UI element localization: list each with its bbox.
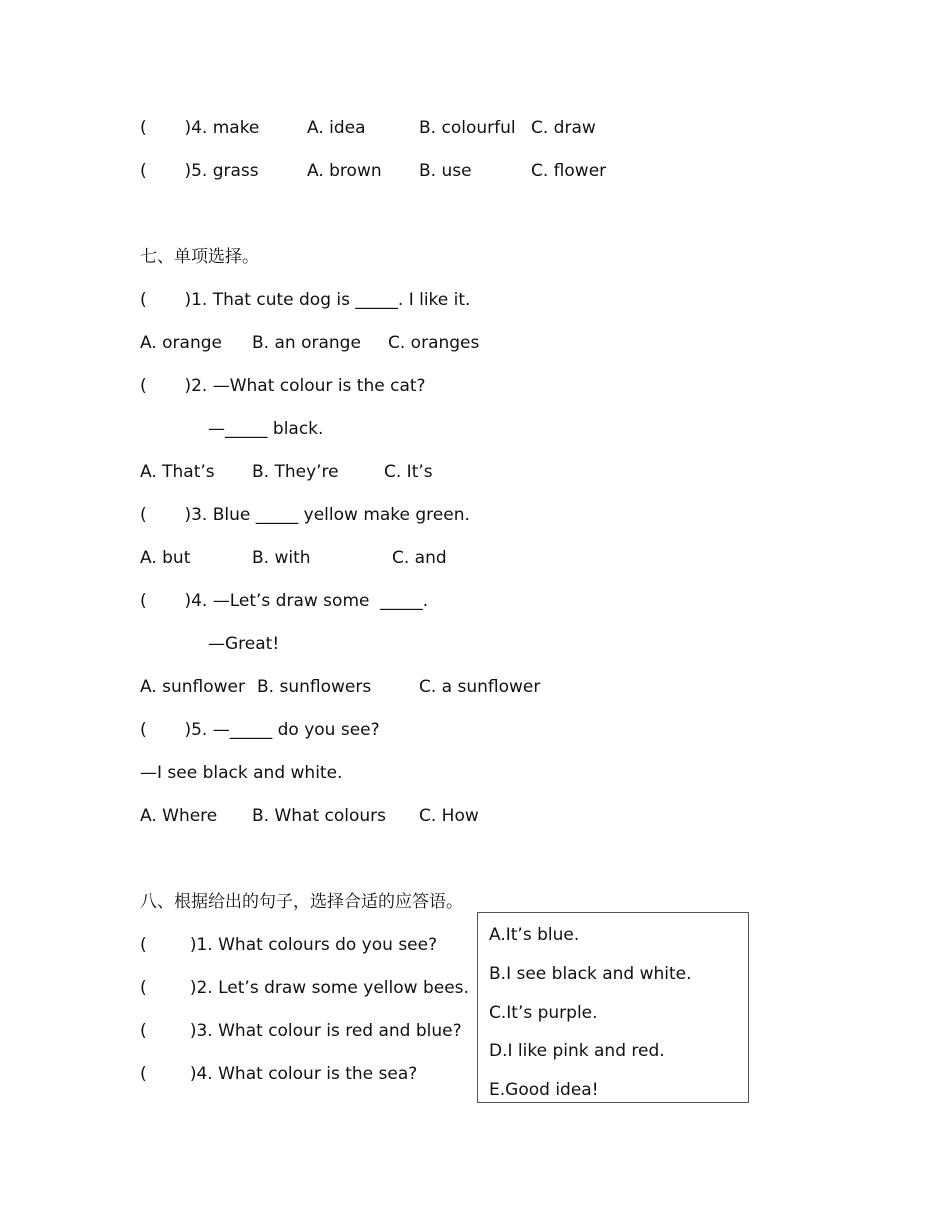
option-c: C. How	[419, 806, 479, 826]
section8-q1: ( )1. What colours do you see?	[140, 935, 438, 955]
option-b: B. an orange	[252, 333, 361, 353]
section7-q2-line2: —_____ black.	[208, 419, 324, 439]
option-b: B. with	[252, 548, 311, 568]
option-c: C. flower	[531, 161, 607, 181]
option-b: B. use	[419, 161, 472, 181]
option-b: B. sunflowers	[257, 677, 372, 697]
section7-q1: ( )1. That cute dog is _____. I like it.	[140, 290, 471, 310]
answer-option-b: B.I see black and white.	[489, 964, 692, 984]
option-a: A. That’s	[140, 462, 215, 482]
option-c: C. draw	[531, 118, 596, 138]
section7-q3: ( )3. Blue _____ yellow make green.	[140, 505, 470, 525]
option-a: A. orange	[140, 333, 222, 353]
question-number: ( )5. grass	[140, 161, 259, 181]
section8-q3: ( )3. What colour is red and blue?	[140, 1021, 462, 1041]
section7-title: 七、单项选择。	[140, 247, 259, 267]
section8-title: 八、根据给出的句子，选择合适的应答语。	[140, 892, 463, 912]
section7-q5: ( )5. —_____ do you see?	[140, 720, 380, 740]
section7-q4: ( )4. —Let’s draw some _____.	[140, 591, 429, 611]
option-b: B. They’re	[252, 462, 339, 482]
option-a: A. idea	[307, 118, 366, 138]
option-c: C. oranges	[388, 333, 480, 353]
answer-option-e: E.Good idea!	[489, 1080, 599, 1100]
option-a: A. but	[140, 548, 191, 568]
option-a: A. Where	[140, 806, 218, 826]
answer-option-a: A.It’s blue.	[489, 925, 580, 945]
option-b: B. colourful	[419, 118, 516, 138]
option-b: B. What colours	[252, 806, 387, 826]
option-a: A. brown	[307, 161, 382, 181]
answer-options-box	[477, 912, 749, 1103]
section7-q5-line2: —I see black and white.	[140, 763, 343, 783]
section7-q2: ( )2. —What colour is the cat?	[140, 376, 426, 396]
section8-q2: ( )2. Let’s draw some yellow bees.	[140, 978, 469, 998]
section7-q4-line2: —Great!	[208, 634, 280, 654]
question-number: ( )4. make	[140, 118, 260, 138]
section8-q4: ( )4. What colour is the sea?	[140, 1064, 418, 1084]
option-c: C. and	[392, 548, 447, 568]
option-a: A. sunflower	[140, 677, 246, 697]
answer-option-c: C.It’s purple.	[489, 1003, 598, 1023]
answer-option-d: D.I like pink and red.	[489, 1041, 665, 1061]
option-c: C. a sunflower	[419, 677, 541, 697]
option-c: C. It’s	[384, 462, 433, 482]
